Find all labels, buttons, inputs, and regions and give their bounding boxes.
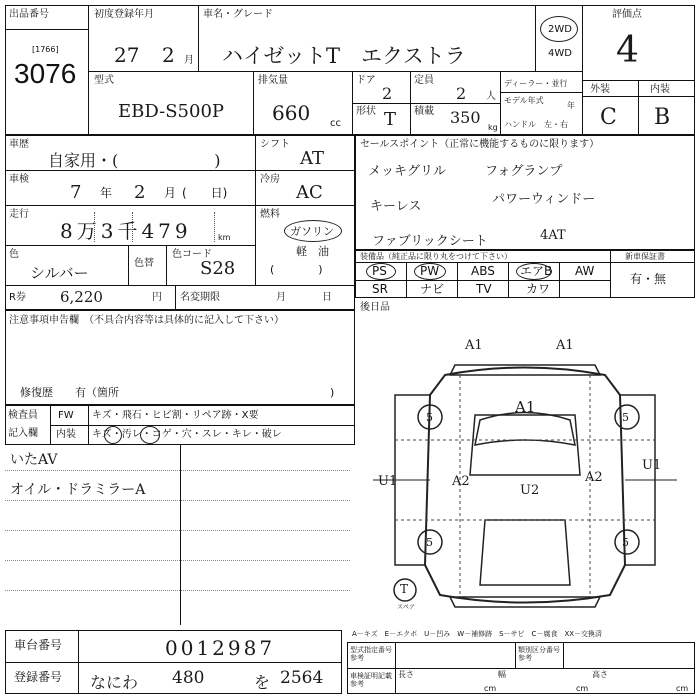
equip-leather: カワ [526,282,551,296]
chassis-label: 車台番号 [14,638,63,652]
name-change-label: 名変期限 [180,292,220,303]
comment-2: オイル・ドラミラーA [10,482,146,498]
color-value: シルバー [30,264,89,282]
first-reg-month-unit: 月 [184,55,194,66]
notes-title: 注意事項申告欄 （不具合内容等は具体的に記入して下さい） [9,315,284,326]
first-reg-month: 2 [162,43,175,67]
recycle-value: 6,220 [60,288,103,306]
sales-point-1: メッキグリル [368,164,447,179]
plate-area: なにわ [90,673,139,692]
mark-spare: T [400,582,409,596]
shift-value: AT [300,148,325,169]
displacement-label: 排気量 [258,75,288,86]
repair-close: ) [330,386,335,399]
warranty-label: 新車保証書 [625,252,665,261]
width-label: 幅 [498,670,506,679]
first-reg-year: 27 [114,43,140,67]
sales-point-2: フォグランプ [485,164,563,179]
exterior-value: C [600,105,617,130]
equip-pw-circle [414,263,446,280]
int-circle-2 [140,426,160,444]
int-label: 内装 [56,429,76,440]
mileage-value: 8万3千479 [60,219,192,243]
doors-label: ドア [356,75,376,86]
color-code-value: S28 [200,258,236,279]
spare-label: スペア [397,604,416,611]
fuel-circle [284,220,342,242]
capacity-label: 定員 [414,75,434,86]
equip-navi: ナビ [420,282,445,296]
score-value: 4 [616,30,639,71]
recycle-unit: 円 [152,292,162,303]
equip-ps-circle [366,263,396,280]
type-label: 型式 [94,75,114,86]
shift-label: シフト [260,139,290,150]
ac-value: AC [296,182,323,203]
mark-wheel-rl: 5 [426,536,433,549]
load-unit: kg [488,123,498,132]
fuel-other: ( ) [270,263,323,276]
class-label: 類別区分番号参考 [518,646,560,662]
mark-wheel-rr: 5 [622,536,629,549]
drive-2wd: 2WD [548,24,572,35]
mileage-label: 走行 [9,209,29,220]
inspection-year: 7 [70,182,82,203]
load-label: 積載 [414,106,434,117]
inspection-month-char: 月 [164,186,177,200]
inspector-label-2: 記入欄 [8,428,38,439]
history-label: 車歴 [9,139,29,150]
type-value: EBD-S500P [118,101,225,122]
load-value: 350 [450,108,481,127]
first-reg-label: 初度登録年月 [94,9,154,20]
handle-label: ハンドル 左・右 [504,120,568,129]
dims-label: 車検証明記載参考 [350,672,392,688]
lot-number: 3076 [14,58,77,89]
displacement-unit: cc [330,118,341,129]
model-grade-label: 車名・グレード [203,9,273,20]
lot-label: 出品番号 [9,9,49,20]
height-label: 高さ [592,670,608,679]
mark-a2-right: A2 [585,470,603,485]
recycle-label: R券 [9,292,26,303]
mark-a1-center: A1 [515,398,536,416]
int-circle-1 [104,426,122,444]
interior-label: 内装 [650,84,670,95]
mark-a2-left: A2 [452,474,470,489]
inspection-year-char: 年 [100,186,113,200]
equip-abs: ABS [471,264,495,278]
after-label: 後日品 [360,302,390,313]
header-block [5,5,695,135]
mark-wheel-fr: 5 [622,411,629,424]
model-year-label: モデル年式 [504,96,544,105]
inspector-label-1: 検査員 [8,410,38,421]
plate-label: 登録番号 [14,670,63,684]
equip-ps: PS [372,264,387,278]
mark-a1-right: A1 [556,338,574,353]
fuel-label: 燃料 [260,209,280,220]
mileage-unit: km [218,233,231,242]
interior-value: B [654,105,671,130]
fuel-diesel: 軽 油 [296,245,329,258]
sales-point-3: キーレス [370,199,422,214]
sales-point-5: ファブリックシート [372,234,488,249]
year-unit: 年 [567,101,575,110]
inspection-day: ( 日) [182,186,228,200]
mark-wheel-fl: 5 [426,411,433,424]
exterior-label: 外装 [590,84,610,95]
height-unit: cm [676,684,689,693]
mark-u2: U2 [520,483,540,498]
plate-class: 480 [172,668,205,688]
plate-kana: を [254,673,271,692]
score-label: 評価点 [612,9,642,20]
shape-value: T [384,109,397,130]
displacement-value: 660 [272,101,311,125]
plate-number: 2564 [280,668,324,688]
equip-sr: SR [372,282,388,296]
comment-1: いたAV [10,452,58,468]
equip-airbag-circle [516,263,552,280]
color-change-label: 色替 [134,258,154,269]
width-unit: cm [576,684,589,693]
inspection-month: 2 [134,182,146,203]
capacity-unit: 人 [486,91,496,102]
length-label: 長さ [398,670,414,679]
cab [470,415,580,475]
sales-point-6: 4AT [540,228,566,243]
model-grade-value: ハイゼットT エクストラ [222,44,466,68]
equipment-title: 装備品（純正品に限り丸をつけて下さい） [360,252,512,261]
equip-tv: TV [476,282,492,296]
fuel-gasoline: ガソリン [290,225,334,238]
dealer-label: ディーラー・並行 [504,79,568,88]
name-change-day: 日 [322,292,332,303]
lot-sub: [1766] [32,45,59,54]
chassis-value: 0012987 [165,636,276,660]
inspection-label: 車検 [9,174,29,185]
warranty-value: 有・無 [630,272,667,286]
drive-circle [540,16,578,42]
fw-text: キズ・飛石・ヒビ割・リペア跡・X要 [92,410,259,421]
sales-point-4: パワーウィンドー [492,192,596,207]
equip-pw: PW [420,264,440,278]
fw-label: FW [58,410,74,421]
repair-label: 修復歴 有（箇所 [20,386,119,399]
truck-bed [480,520,570,585]
shape-label: 形状 [356,106,376,117]
length-unit: cm [484,684,497,693]
proof-label: 型式指定番号参考 [350,646,392,662]
mark-u1-left: U1 [378,474,398,489]
doors-value: 2 [382,84,393,103]
color-code-label: 色コード [172,249,212,260]
mark-a1-left: A1 [465,338,483,353]
sales-title: セールスポイント（正常に機能するものに限ります） [360,139,600,150]
equip-aw: AW [575,264,595,278]
name-change-month: 月 [276,292,286,303]
history-value: 自家用・( ) [48,151,221,170]
legend-text: A－キズ E－エクボ U－凹み W－補修跡 S－サビ C－腐食 XX－交換済 [352,630,603,638]
ac-label: 冷房 [260,174,280,185]
int-text: キズ・汚レ・コゲ・穴・スレ・キレ・破レ [92,429,282,440]
color-label: 色 [9,249,19,260]
mark-u1-right: U1 [642,458,662,473]
drive-4wd: 4WD [548,48,572,59]
capacity-value: 2 [456,84,467,103]
equip-airbag: エアB [520,264,553,278]
